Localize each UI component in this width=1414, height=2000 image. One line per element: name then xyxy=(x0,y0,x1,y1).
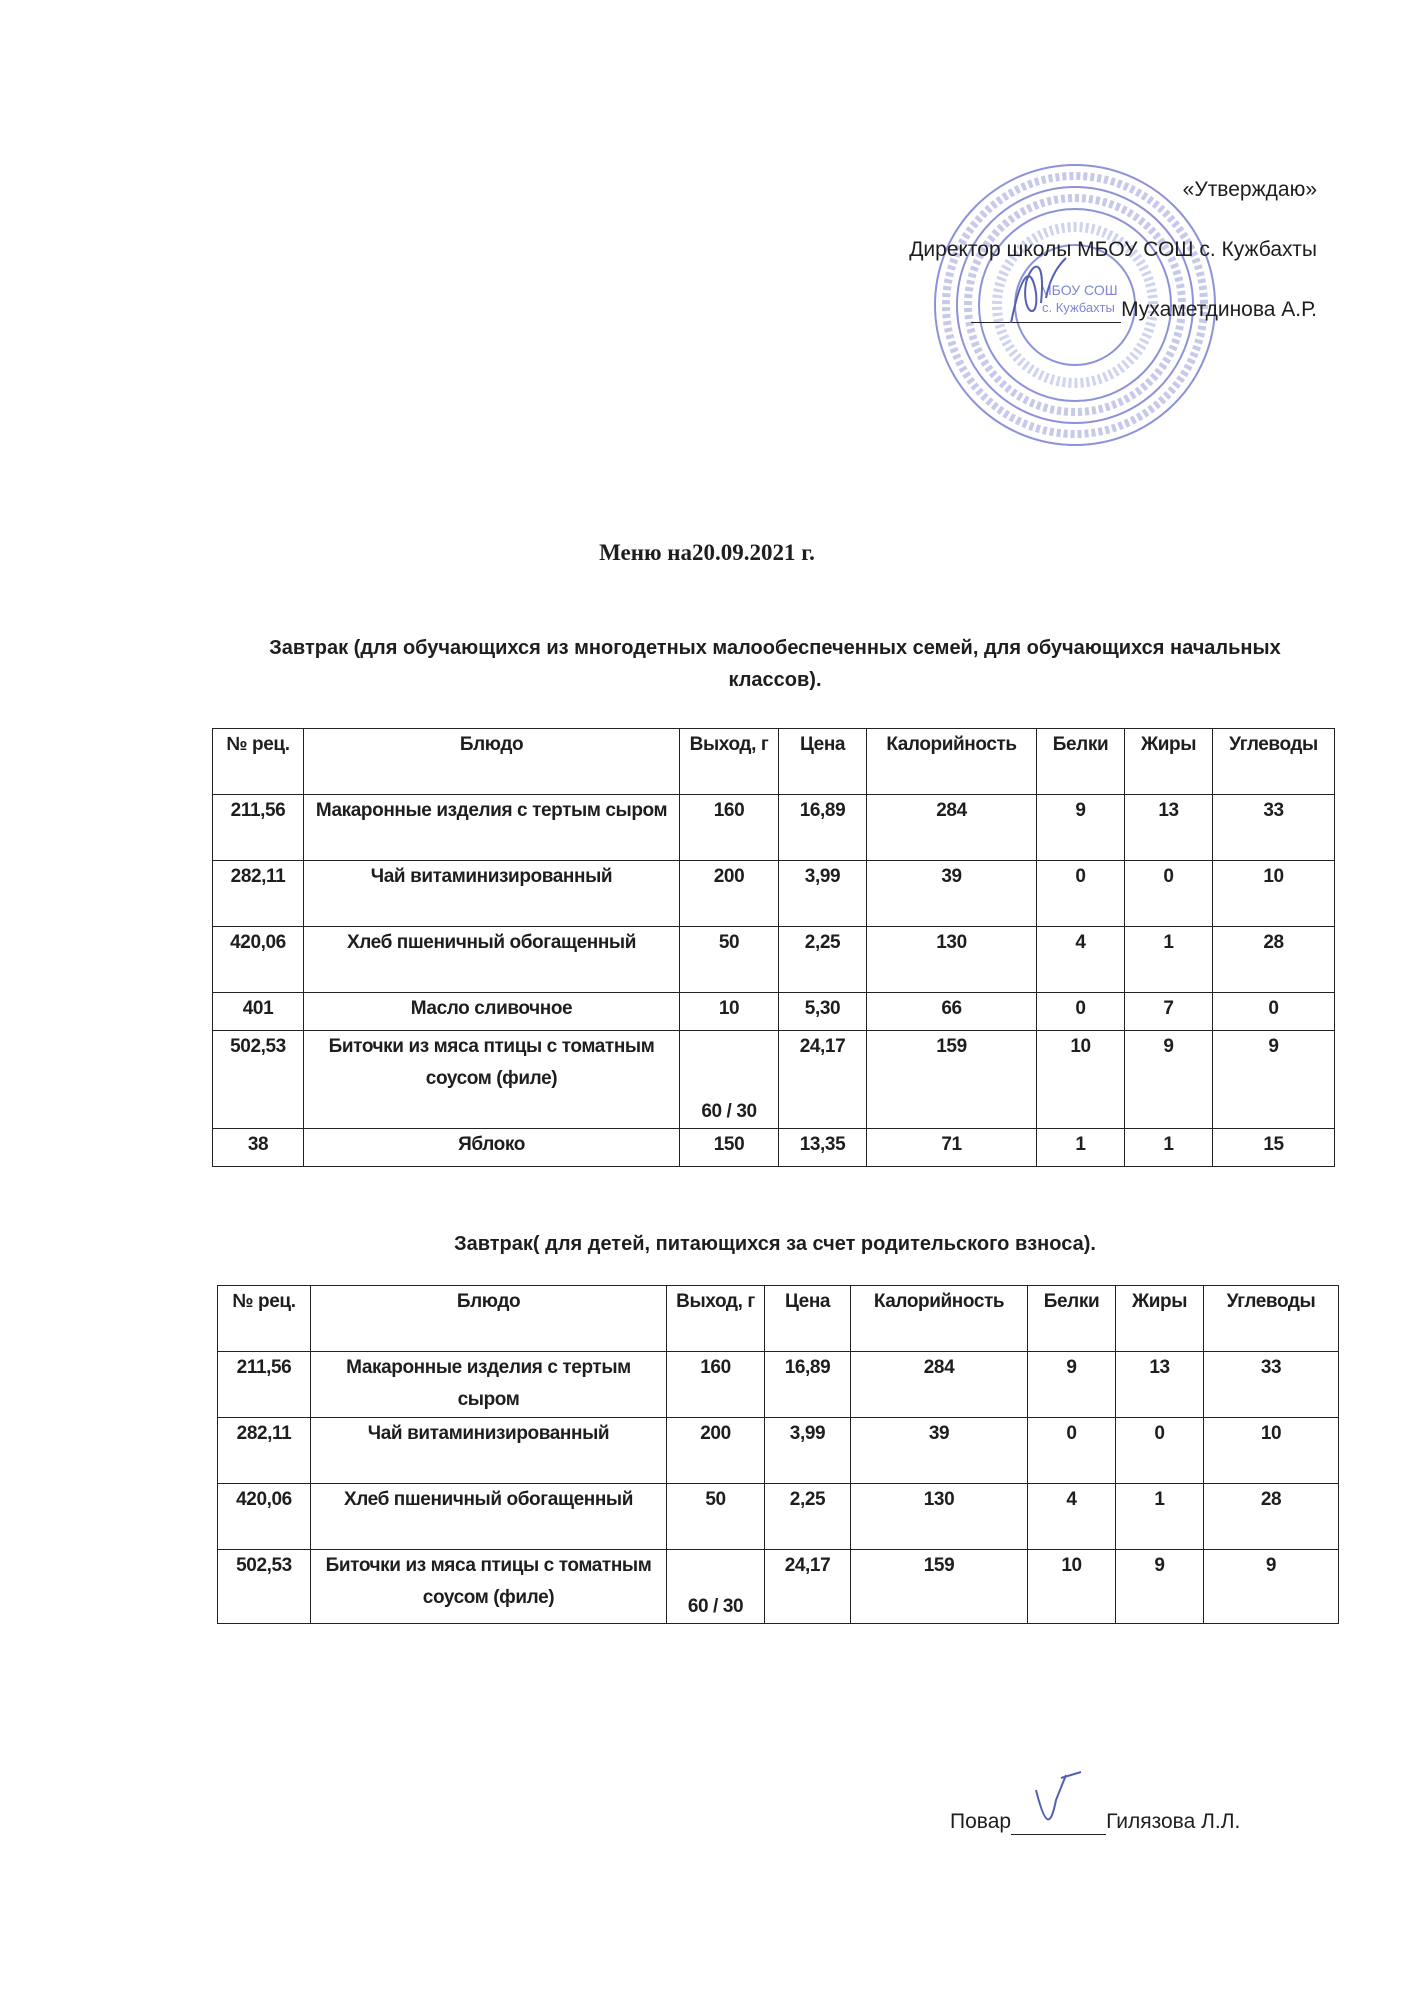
table-cell: 1 xyxy=(1037,1129,1125,1167)
table-cell: 3,99 xyxy=(779,861,867,927)
table-cell: 39 xyxy=(867,861,1037,927)
table-cell: 2,25 xyxy=(765,1484,851,1550)
table-cell: 50 xyxy=(667,1484,765,1550)
table-cell: 401 xyxy=(213,993,304,1031)
column-header: Блюдо xyxy=(311,1286,667,1352)
table-cell: 4 xyxy=(1028,1484,1116,1550)
table-cell: 13,35 xyxy=(779,1129,867,1167)
approve-label: «Утверждаю» xyxy=(1182,178,1317,201)
table-cell: 150 xyxy=(680,1129,779,1167)
table-cell: 71 xyxy=(867,1129,1037,1167)
table-cell: 420,06 xyxy=(213,927,304,993)
column-header: Калорийность xyxy=(851,1286,1028,1352)
column-header: Цена xyxy=(779,729,867,795)
table-cell: 200 xyxy=(680,861,779,927)
table-cell: 0 xyxy=(1037,861,1125,927)
table-cell: 284 xyxy=(851,1352,1028,1418)
table-cell: 60 / 30 xyxy=(680,1031,779,1129)
director-signature xyxy=(991,253,1081,333)
table-cell: 50 xyxy=(680,927,779,993)
table-cell: 0 xyxy=(1028,1418,1116,1484)
table-row xyxy=(213,795,1335,861)
table-cell: 211,56 xyxy=(218,1352,311,1418)
table-cell: 38 xyxy=(213,1129,304,1167)
signature-line xyxy=(1011,1810,1106,1835)
table-header-row xyxy=(218,1286,1339,1352)
column-header: Углеводы xyxy=(1213,729,1335,795)
table-cell: 420,06 xyxy=(218,1484,311,1550)
svg-text:МБОУ СОШ: МБОУ СОШ xyxy=(1040,282,1118,298)
table-cell: 159 xyxy=(867,1031,1037,1129)
table-cell: 10 xyxy=(1213,861,1335,927)
table-cell: 130 xyxy=(867,927,1037,993)
table-row xyxy=(213,861,1335,927)
table-cell: 502,53 xyxy=(213,1031,304,1129)
table-cell: 160 xyxy=(680,795,779,861)
table-cell: 15 xyxy=(1213,1129,1335,1167)
column-header: Калорийность xyxy=(867,729,1037,795)
table-row xyxy=(213,993,1335,1031)
table-cell: 9 xyxy=(1116,1550,1204,1624)
column-header: Цена xyxy=(765,1286,851,1352)
table-cell: 0 xyxy=(1037,993,1125,1031)
cook-signature xyxy=(1031,1770,1091,1830)
director-position: Директор школы МБОУ СОШ с. Кужбахты xyxy=(909,238,1317,261)
signature-line xyxy=(971,298,1121,323)
table-cell: 13 xyxy=(1116,1352,1204,1418)
table-cell: 1 xyxy=(1125,927,1213,993)
menu-table-1 xyxy=(212,728,1335,1167)
dish-name-cell: Хлеб пшеничный обогащенный xyxy=(304,927,680,993)
director-signature-line xyxy=(971,298,1317,323)
table-row xyxy=(213,927,1335,993)
table-row xyxy=(218,1418,1339,1484)
table-cell: 5,30 xyxy=(779,993,867,1031)
table-cell: 66 xyxy=(867,993,1037,1031)
column-header: Жиры xyxy=(1125,729,1213,795)
section2-heading: Завтрак( для детей, питающихся за счет родительского взноса). xyxy=(454,1233,1096,1255)
table-cell: 9 xyxy=(1213,1031,1335,1129)
column-header: Жиры xyxy=(1116,1286,1204,1352)
table-cell: 502,53 xyxy=(218,1550,311,1624)
menu-table-2 xyxy=(217,1285,1339,1624)
table-cell: 284 xyxy=(867,795,1037,861)
dish-name-cell: Чай витаминизированный xyxy=(304,861,680,927)
table-cell: 9 xyxy=(1037,795,1125,861)
table-cell: 200 xyxy=(667,1418,765,1484)
page-title: Меню на20.09.2021 г. xyxy=(599,540,815,565)
cook-name: Гилязова Л.Л. xyxy=(1106,1810,1241,1833)
table-cell: 10 xyxy=(1204,1418,1339,1484)
table-cell: 9 xyxy=(1204,1550,1339,1624)
table-cell: 9 xyxy=(1028,1352,1116,1418)
table-cell: 0 xyxy=(1125,861,1213,927)
table-cell: 13 xyxy=(1125,795,1213,861)
column-header: Блюдо xyxy=(304,729,680,795)
dish-name-cell: Хлеб пшеничный обогащенный xyxy=(311,1484,667,1550)
column-header: Выход, г xyxy=(680,729,779,795)
table-cell: 9 xyxy=(1125,1031,1213,1129)
dish-name-cell: Чай витаминизированный xyxy=(311,1418,667,1484)
table-header-row xyxy=(213,729,1335,795)
table-row xyxy=(213,1129,1335,1167)
table-cell: 1 xyxy=(1125,1129,1213,1167)
dish-name-cell: Масло сливочное xyxy=(304,993,680,1031)
table-cell: 282,11 xyxy=(213,861,304,927)
table-cell: 10 xyxy=(1037,1031,1125,1129)
table-cell: 0 xyxy=(1213,993,1335,1031)
table-row xyxy=(213,1031,1335,1129)
table-cell: 1 xyxy=(1116,1484,1204,1550)
dish-name-cell: Яблоко xyxy=(304,1129,680,1167)
table-cell: 4 xyxy=(1037,927,1125,993)
table-row xyxy=(218,1550,1339,1624)
dish-name-cell: Макаронные изделия с тертым сыром xyxy=(311,1352,667,1418)
table-cell: 24,17 xyxy=(779,1031,867,1129)
table-cell: 159 xyxy=(851,1550,1028,1624)
column-header: Углеводы xyxy=(1204,1286,1339,1352)
table-cell: 16,89 xyxy=(765,1352,851,1418)
table-cell: 7 xyxy=(1125,993,1213,1031)
table-cell: 28 xyxy=(1213,927,1335,993)
table-cell: 60 / 30 xyxy=(667,1550,765,1624)
column-header: № рец. xyxy=(213,729,304,795)
dish-name-cell: Биточки из мяса птицы с томатным соусом (филе) xyxy=(304,1031,680,1129)
table-row xyxy=(218,1484,1339,1550)
table-cell: 130 xyxy=(851,1484,1028,1550)
director-name: Мухаметдинова А.Р. xyxy=(1121,298,1317,321)
dish-name-cell: Макаронные изделия с тертым сыром xyxy=(304,795,680,861)
svg-text:с. Кужбахты: с. Кужбахты xyxy=(1042,300,1115,315)
table-cell: 16,89 xyxy=(779,795,867,861)
table-cell: 0 xyxy=(1116,1418,1204,1484)
table-cell: 3,99 xyxy=(765,1418,851,1484)
table-row xyxy=(218,1352,1339,1418)
column-header: № рец. xyxy=(218,1286,311,1352)
cook-label: Повар xyxy=(950,1810,1012,1833)
table-cell: 39 xyxy=(851,1418,1028,1484)
dish-name-cell: Биточки из мяса птицы с томатным соусом (филе) xyxy=(311,1550,667,1624)
column-header: Белки xyxy=(1037,729,1125,795)
table-cell: 10 xyxy=(680,993,779,1031)
table-cell: 2,25 xyxy=(779,927,867,993)
column-header: Выход, г xyxy=(667,1286,765,1352)
section1-heading: Завтрак (для обучающихся из многодетных малообеспеченных семей, для обучающихся начальных классов). xyxy=(269,637,1281,691)
table-cell: 211,56 xyxy=(213,795,304,861)
table-cell: 28 xyxy=(1204,1484,1339,1550)
column-header: Белки xyxy=(1028,1286,1116,1352)
table-cell: 282,11 xyxy=(218,1418,311,1484)
table-cell: 24,17 xyxy=(765,1550,851,1624)
cook-signature-block xyxy=(950,1810,1240,1835)
table-cell: 160 xyxy=(667,1352,765,1418)
table-cell: 10 xyxy=(1028,1550,1116,1624)
table-cell: 33 xyxy=(1204,1352,1339,1418)
table-cell: 33 xyxy=(1213,795,1335,861)
